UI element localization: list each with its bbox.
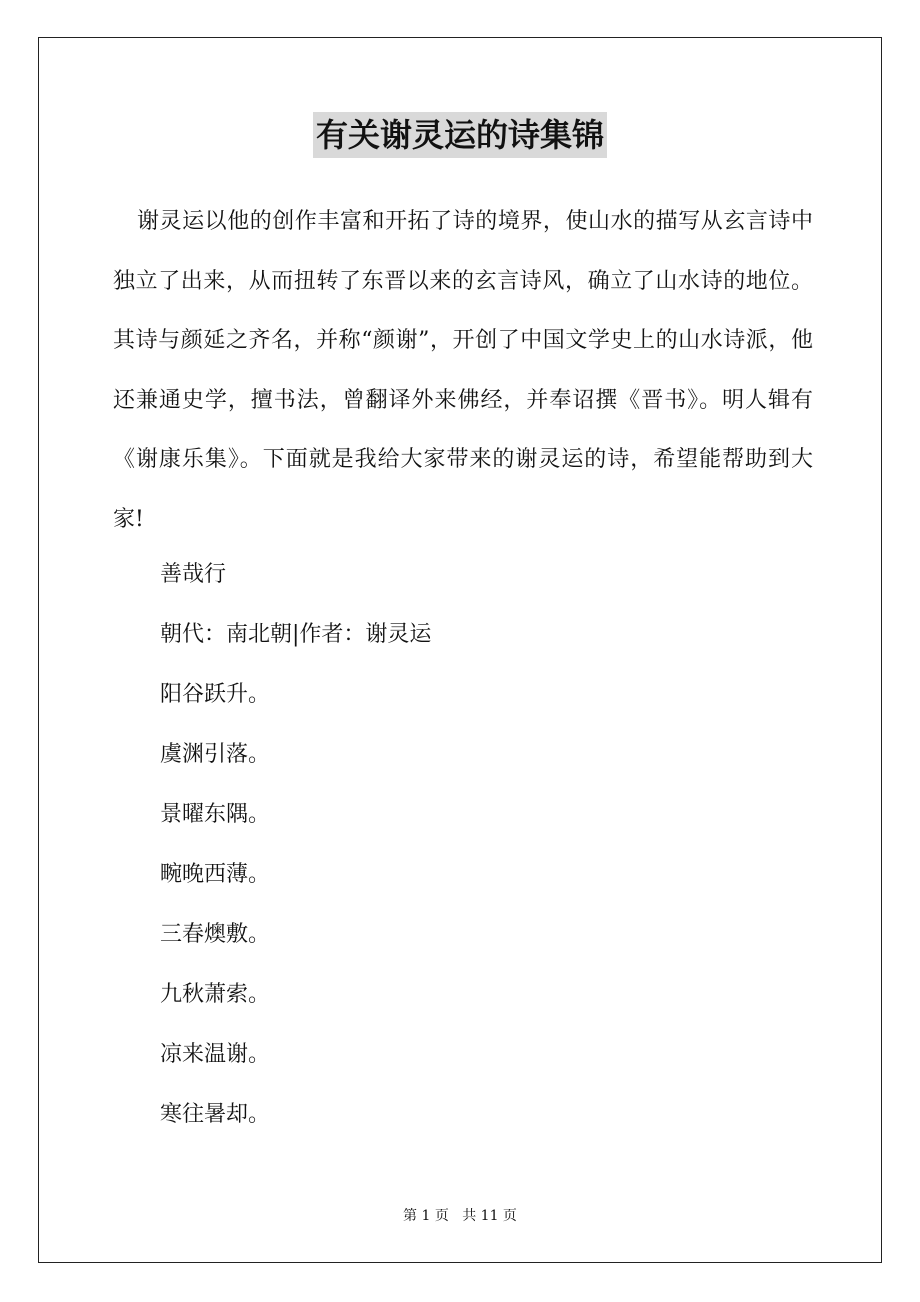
page-number: 第 1 页 — [403, 1208, 449, 1224]
document-title: 有关谢灵运的诗集锦 — [313, 112, 607, 158]
intro-paragraph: 谢灵运以他的创作丰富和开拓了诗的境界，使山水的描写从玄言诗中独立了出来，从而扭转了东晋以来的玄言诗风，确立了山水诗的地位。其诗与颜延之齐名，并称“颜谢”，开创了中国文学史上的山水诗派，他还兼通史学，擅书法，曾翻译外来佛经，并奉诏撰《晋书》。明人辑有《谢康乐集》。下面就是我给大家带来的谢灵运的诗，希望能帮助到大家! — [113, 209, 813, 532]
page-footer — [0, 1206, 920, 1226]
poem-line: 寒往暑却。 — [160, 1102, 271, 1127]
poem-line: 畹晚西薄。 — [160, 862, 271, 887]
poem-line: 景曜东隅。 — [160, 802, 271, 827]
page-total: 共 11 页 — [462, 1208, 517, 1224]
poem-line: 九秋萧索。 — [160, 982, 271, 1007]
poem-line: 虞渊引落。 — [160, 742, 271, 767]
poem-line: 凉来温谢。 — [160, 1042, 271, 1067]
poem-line: 阳谷跃升。 — [160, 682, 271, 707]
poem-title: 善哉行 — [160, 562, 227, 587]
poem-meta: 朝代：南北朝|作者：谢灵运 — [160, 622, 432, 647]
poem-line: 三春燠敷。 — [160, 922, 271, 947]
title-container — [0, 112, 920, 158]
